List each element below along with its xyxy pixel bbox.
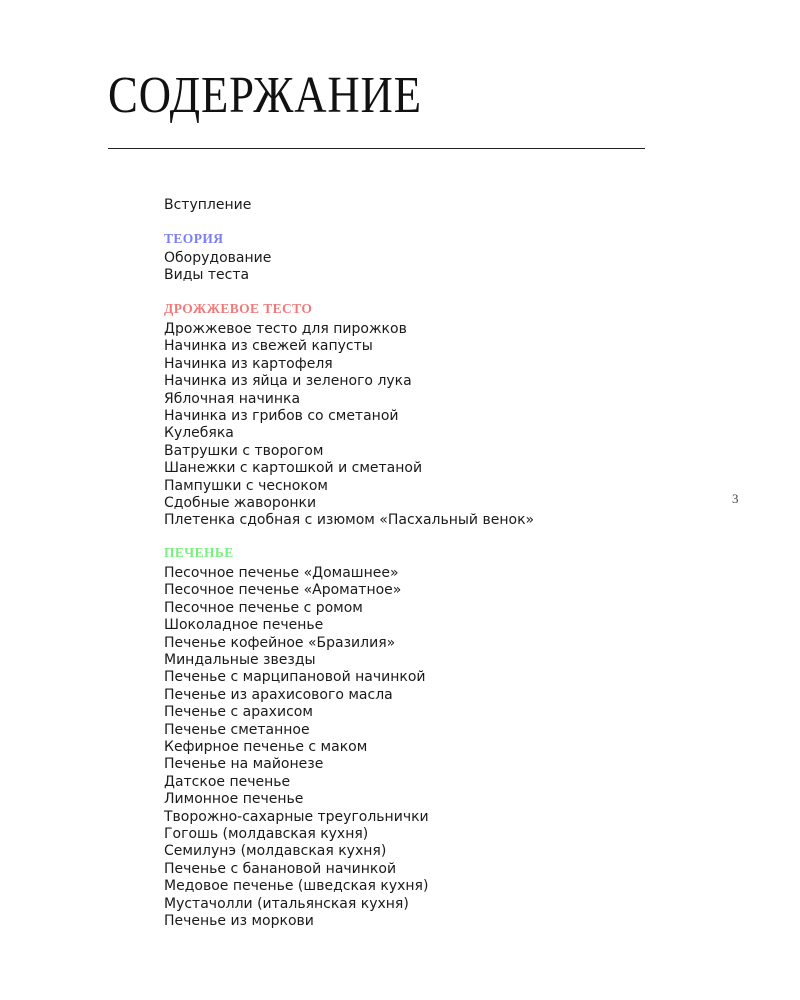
toc-title: Печенье кофейное «Бразилия» <box>164 634 396 651</box>
toc-title: Датское печенье <box>164 773 291 790</box>
toc-title: Кефирное печенье с маком <box>164 739 368 755</box>
toc-title: Песочное печенье «Ароматное» <box>164 582 402 599</box>
toc-title: Виды теста <box>164 267 250 284</box>
toc-title: Оборудование <box>164 250 272 266</box>
toc-title: Плетенка сдобная с изюмом «Пасхальный венок» <box>164 512 535 529</box>
toc-title: Начинка из свежей капусты <box>164 338 373 355</box>
toc-title: Лимонное печенье <box>164 791 304 808</box>
toc-title: Начинка из яйца и зеленого лука <box>164 373 412 390</box>
toc-title: Песочное печенье с ромом <box>164 599 363 616</box>
toc-title: Печенье с марципановой начинкой <box>164 669 426 686</box>
toc-title: Медовое печенье (шведская кухня) <box>164 878 429 895</box>
toc-title: Семилунэ (молдавская кухня) <box>164 843 387 860</box>
toc-title: Ватрушки с творогом <box>164 442 324 459</box>
toc-title: Печенье сметанное <box>164 721 310 738</box>
toc-title: Яблочная начинка <box>164 390 301 407</box>
section-heading-label: ПЕЧЕНЬЕ <box>164 545 234 560</box>
toc-title: Шоколадное печенье <box>164 617 324 634</box>
page-title: СОДЕРЖАНИЕ <box>108 67 422 124</box>
section-heading-label: ТЕОРИЯ <box>164 231 224 246</box>
toc-title: Вступление <box>164 197 252 213</box>
toc-title: Печенье с арахисом <box>164 704 313 721</box>
toc-title: Печенье с банановой начинкой <box>164 860 397 877</box>
page-number: 3 <box>732 491 739 506</box>
toc-title: Печенье на майонезе <box>164 756 324 773</box>
toc-title: Миндальные звезды <box>164 652 316 668</box>
toc-title: Начинка из грибов со сметаной <box>164 408 399 424</box>
toc-title: Шанежки с картошкой и сметаной <box>164 460 423 477</box>
toc-title: Гогошь (молдавская кухня) <box>164 826 369 842</box>
section-heading-label: ДРОЖЖЕВОЕ ТЕСТО <box>164 301 313 316</box>
toc-title: Кулебяка <box>164 425 234 442</box>
toc-title: Мустачолли (итальянская кухня) <box>164 895 409 912</box>
toc-title: Дрожжевое тесто для пирожков <box>164 321 407 337</box>
toc-title: Творожно-сахарные треугольнички <box>164 808 429 825</box>
toc-title: Песочное печенье «Домашнее» <box>164 565 399 581</box>
toc-title: Печенье из арахисового масла <box>164 686 393 703</box>
toc-title: Пампушки с чесноком <box>164 477 328 494</box>
toc-title: Начинка из картофеля <box>164 355 333 372</box>
toc-title: Сдобные жаворонки <box>164 495 317 511</box>
toc-title: Печенье из моркови <box>164 913 314 929</box>
